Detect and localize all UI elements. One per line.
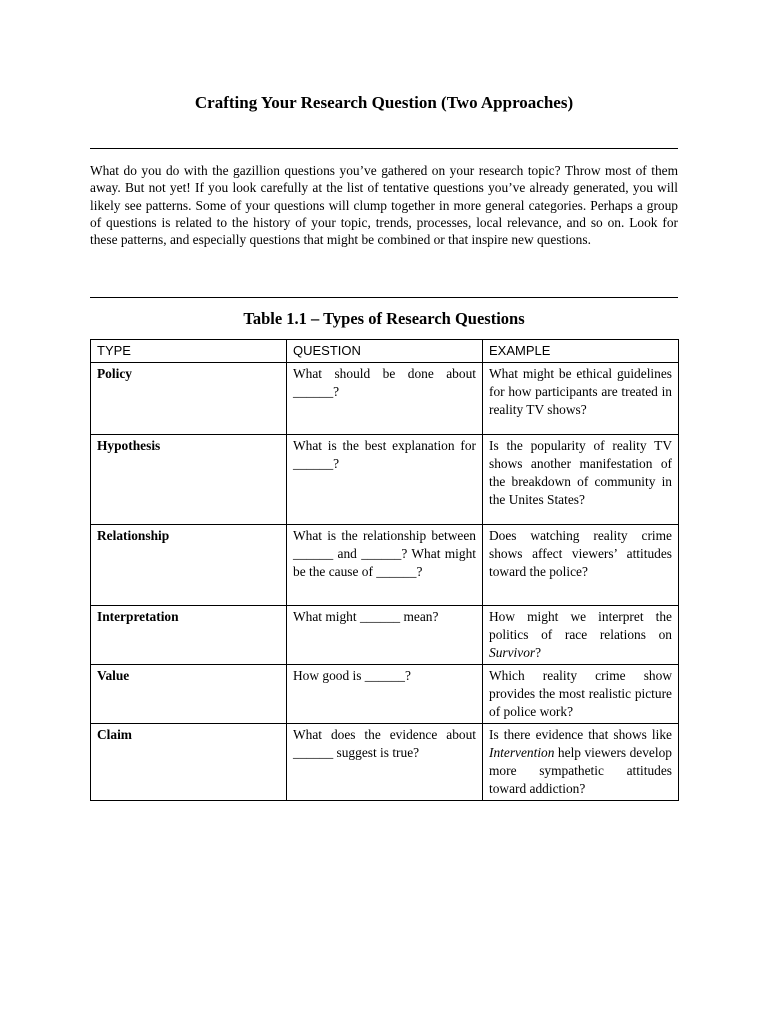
research-questions-table xyxy=(90,339,679,801)
table-row-value xyxy=(91,665,679,724)
question-cell: What is the relationship between ______ and ______? What might be the cause of ______? xyxy=(287,525,483,606)
table-row-hypothesis xyxy=(91,435,679,525)
question-cell: What does the evidence about ______ suggest is true? xyxy=(287,724,483,801)
question-cell: How good is ______? xyxy=(287,665,483,724)
show-title: Survivor xyxy=(489,645,536,660)
example-text: ? xyxy=(535,645,542,660)
type-cell: Claim xyxy=(91,724,287,801)
type-cell: Interpretation xyxy=(91,606,287,665)
example-cell: Is the popularity of reality TV shows another manifestation of the breakdown of community in the Unites States? xyxy=(483,435,679,525)
example-cell xyxy=(483,724,679,801)
question-cell: What is the best explanation for ______? xyxy=(287,435,483,525)
example-text: Is there evidence that shows like xyxy=(489,727,672,742)
example-cell: Does watching reality crime shows affect viewers’ attitudes toward the police? xyxy=(483,525,679,606)
table-title: Table 1.1 – Types of Research Questions xyxy=(243,309,525,328)
type-cell: Relationship xyxy=(91,525,287,606)
example-cell xyxy=(483,606,679,665)
type-cell: Hypothesis xyxy=(91,435,287,525)
type-cell: Value xyxy=(91,665,287,724)
divider-bottom xyxy=(90,297,678,298)
page-title: Crafting Your Research Question (Two Approaches) xyxy=(194,93,574,112)
divider-top xyxy=(90,148,678,149)
table-header-row xyxy=(91,340,679,363)
header-question: QUESTION xyxy=(287,340,483,363)
intro-paragraph: What do you do with the gazillion questions you’ve gathered on your research topic? Throw most of them away. But not yet! If you look carefully at the list of tentative questions you’ve already generated, you will likely see patterns. Some of your questions will clump together in more general categories. Perhaps a group of questions is related to the history of your topic, trends, processes, local relevance, and so on. Look for these patterns, and especially questions that might be combined or that inspire new questions. xyxy=(90,163,678,248)
header-example: EXAMPLE xyxy=(483,340,679,363)
table-row-relationship xyxy=(91,525,679,606)
example-text: help viewers develop more sympathetic attitudes toward addiction? xyxy=(489,745,672,796)
example-cell: What might be ethical guidelines for how participants are treated in reality TV shows? xyxy=(483,363,679,435)
table-row-interpretation xyxy=(91,606,679,665)
header-type: TYPE xyxy=(91,340,287,363)
example-cell: Which reality crime show provides the most realistic picture of police work? xyxy=(483,665,679,724)
question-cell: What should be done about ______? xyxy=(287,363,483,435)
show-title: Intervention xyxy=(489,745,555,760)
table-row-policy xyxy=(91,363,679,435)
table-row-claim xyxy=(91,724,679,801)
question-cell: What might ______ mean? xyxy=(287,606,483,665)
type-cell: Policy xyxy=(91,363,287,435)
example-text: How might we interpret the politics of race relations on xyxy=(489,609,672,642)
